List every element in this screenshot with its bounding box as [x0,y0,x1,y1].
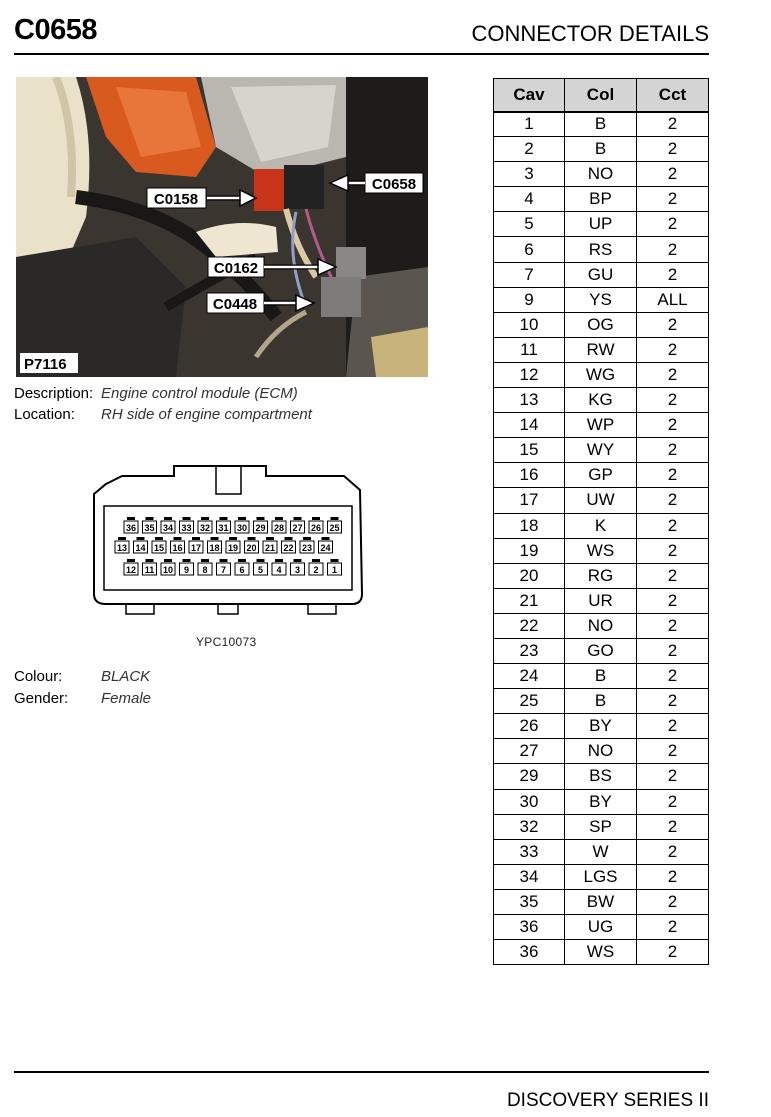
connector-outline [94,466,362,604]
cavity-number: 10 [162,565,174,575]
table-row [494,187,709,212]
table-row [494,764,709,789]
col-cell: GP [565,463,637,488]
col-cell: NO [565,613,637,638]
cavity-latch [146,559,154,562]
col-cell: WY [565,438,637,463]
cav-cell: 30 [494,789,565,814]
table-row [494,814,709,839]
cav-cell: 12 [494,362,565,387]
cavity-number: 30 [236,523,248,533]
col-cell: WP [565,413,637,438]
col-cell: WG [565,362,637,387]
photo-id-label: P7116 [24,356,67,373]
col-cell: YS [565,287,637,312]
cct-cell: 2 [637,212,709,237]
cavity-latch [257,517,265,520]
cavity-number: 26 [310,523,322,533]
table-row [494,638,709,663]
column-header-cav: Cav [494,79,565,112]
cavity-latch [312,517,320,520]
cavity-number: 20 [246,543,257,553]
table-row [494,137,709,162]
cav-cell: 2 [494,137,565,162]
col-cell: WS [565,538,637,563]
cct-cell: 2 [637,764,709,789]
cavity-number: 34 [162,523,174,533]
cct-cell: 2 [637,187,709,212]
cavity-latch [294,559,302,562]
cavity-number: 13 [116,543,128,553]
cavity-number: 28 [273,523,285,533]
location-label: Location: [14,406,75,423]
cav-cell: 36 [494,940,565,965]
cav-cell: 34 [494,864,565,889]
cavity-latch [257,559,265,562]
cavity-latch [183,559,191,562]
table-row [494,864,709,889]
table-row [494,538,709,563]
cct-cell: 2 [637,162,709,187]
cavity-number: 11 [144,565,155,575]
table-row [494,940,709,965]
table-row [494,563,709,588]
table-row [494,613,709,638]
cav-cell: 16 [494,463,565,488]
cav-cell: 11 [494,337,565,362]
cct-cell: 2 [637,664,709,689]
cct-cell: 2 [637,362,709,387]
cav-cell: 15 [494,438,565,463]
cavity-latch [174,537,182,540]
gender-label: Gender: [14,690,69,707]
table-row [494,438,709,463]
cavity-latch [275,559,283,562]
col-cell: B [565,137,637,162]
cav-cell: 33 [494,839,565,864]
table-row [494,413,709,438]
table-header-row [494,79,709,112]
latch-top [216,466,241,494]
cavity-number: 8 [202,565,208,575]
cavity-number: 2 [313,565,319,575]
cav-cell: 18 [494,513,565,538]
cavity-latch [164,517,172,520]
cavity-latch [285,537,293,540]
column-header-cct: Cct [637,79,709,112]
cav-cell: 3 [494,162,565,187]
pin-table [493,78,709,965]
cavity-number: 31 [218,523,229,533]
cavity-number: 32 [199,523,211,533]
connector-face-diagram [86,462,371,622]
cct-cell: 2 [637,112,709,137]
col-cell: GO [565,638,637,663]
connector-caption: YPC10073 [196,635,257,649]
cct-cell: 2 [637,438,709,463]
table-row [494,915,709,940]
location-photo [16,77,428,377]
table-row [494,112,709,137]
cavity-number: 33 [181,523,192,533]
column-header-col: Col [565,79,637,112]
col-cell: B [565,664,637,689]
cct-cell: 2 [637,563,709,588]
cav-cell: 36 [494,915,565,940]
cavity-number: 1 [331,565,338,575]
callout-label: C0158 [153,191,199,208]
cavity-latch [201,559,209,562]
cavity-number: 4 [276,565,282,575]
table-row [494,839,709,864]
cavity-latch [229,537,237,540]
cct-cell: 2 [637,388,709,413]
cav-cell: 14 [494,413,565,438]
cav-cell: 7 [494,262,565,287]
table-row [494,513,709,538]
cct-cell: 2 [637,312,709,337]
cct-cell: 2 [637,262,709,287]
table-row [494,212,709,237]
table-row [494,312,709,337]
cavity-number: 24 [320,543,331,553]
table-row [494,162,709,187]
cavity-latch [238,517,246,520]
cavity-latch [331,517,339,520]
table-row [494,488,709,513]
cavity-latch [137,537,145,540]
cct-cell: 2 [637,613,709,638]
callout-label: C0162 [213,260,259,277]
cct-cell: ALL [637,287,709,312]
cav-cell: 19 [494,538,565,563]
col-cell: BW [565,889,637,914]
cavity-latch [146,517,154,520]
col-cell: W [565,839,637,864]
table-row [494,739,709,764]
cavity-latch [211,537,219,540]
cav-cell: 23 [494,638,565,663]
cct-cell: 2 [637,137,709,162]
col-cell: BY [565,714,637,739]
col-cell: K [565,513,637,538]
cavity-number: 35 [144,523,155,533]
cav-cell: 32 [494,814,565,839]
col-cell: NO [565,739,637,764]
col-cell: RW [565,337,637,362]
table-row [494,337,709,362]
cct-cell: 2 [637,513,709,538]
cct-cell: 2 [637,789,709,814]
cavity-latch [220,517,228,520]
col-cell: BY [565,789,637,814]
cavity-number: 19 [227,543,239,553]
table-row [494,262,709,287]
cavity-number: 16 [172,543,183,553]
callout-label: C0658 [371,176,417,193]
cavity-latch [294,517,302,520]
col-cell: RS [565,237,637,262]
callout-label: C0448 [212,296,258,313]
cct-cell: 2 [637,839,709,864]
table-row [494,889,709,914]
cav-cell: 5 [494,212,565,237]
description-label: Description: [14,385,94,402]
footer-rule [14,1071,709,1073]
cavity-number: 15 [153,543,165,553]
cav-cell: 1 [494,112,565,137]
cav-cell: 26 [494,714,565,739]
table-row [494,714,709,739]
tab-bottom [126,604,336,614]
table-row [494,664,709,689]
col-cell: BP [565,187,637,212]
cav-cell: 22 [494,613,565,638]
cavity-latch [192,537,200,540]
cavity-number: 3 [294,565,301,575]
cct-cell: 2 [637,237,709,262]
col-cell: UR [565,588,637,613]
table-row [494,463,709,488]
cavity-number: 7 [220,565,227,575]
col-cell: WS [565,940,637,965]
cavity-number: 12 [125,565,137,575]
cct-cell: 2 [637,714,709,739]
cavity-latch [127,559,135,562]
cavity-latch [248,537,256,540]
col-cell: UG [565,915,637,940]
cct-cell: 2 [637,638,709,663]
table-row [494,388,709,413]
table-row [494,287,709,312]
col-cell: B [565,112,637,137]
cavity-number: 29 [255,523,266,533]
cavity-latch [266,537,274,540]
table-row [494,237,709,262]
cavity-number: 36 [125,523,137,533]
cav-cell: 9 [494,287,565,312]
cavity-latch [275,517,283,520]
table-row [494,362,709,387]
connector-code: C0658 [14,14,97,46]
cavity-number: 6 [239,565,245,575]
cct-cell: 2 [637,915,709,940]
cavity-latch [312,559,320,562]
col-cell: LGS [565,864,637,889]
colour-value: BLACK [101,668,151,685]
cavity-number: 25 [329,523,340,533]
cavity-number: 18 [209,543,220,553]
cavity-number: 21 [264,543,276,553]
cavity-latch [303,537,311,540]
table-row [494,789,709,814]
cav-cell: 10 [494,312,565,337]
cavity-latch [331,559,339,562]
cct-cell: 2 [637,463,709,488]
cct-cell: 2 [637,864,709,889]
cav-cell: 29 [494,764,565,789]
col-cell: OG [565,312,637,337]
col-cell: UP [565,212,637,237]
col-cell: B [565,689,637,714]
cct-cell: 2 [637,739,709,764]
cav-cell: 6 [494,237,565,262]
cct-cell: 2 [637,814,709,839]
cav-cell: 25 [494,689,565,714]
cavity-latch [220,559,228,562]
col-cell: UW [565,488,637,513]
cavity-latch [238,559,246,562]
header-rule [14,53,709,55]
cavity-number: 5 [257,565,264,575]
cavity-latch [118,537,126,540]
cavity-latch [322,537,330,540]
col-cell: NO [565,162,637,187]
cavity-number: 27 [292,523,303,533]
cavity-latch [164,559,172,562]
cct-cell: 2 [637,940,709,965]
table-row [494,588,709,613]
colour-label: Colour: [14,668,63,685]
cct-cell: 2 [637,889,709,914]
cavity-number: 14 [135,543,146,553]
cct-cell: 2 [637,413,709,438]
description-value: Engine control module (ECM) [101,385,298,402]
col-cell: BS [565,764,637,789]
page-title: CONNECTOR DETAILS [471,21,709,46]
cavity-latch [201,517,209,520]
cavity-number: 17 [190,543,202,553]
cavity-latch [183,517,191,520]
col-cell: GU [565,262,637,287]
col-cell: KG [565,388,637,413]
cct-cell: 2 [637,337,709,362]
cav-cell: 17 [494,488,565,513]
cct-cell: 2 [637,538,709,563]
location-value: RH side of engine compartment [101,406,312,423]
col-cell: RG [565,563,637,588]
cavity-number: 9 [183,565,190,575]
gender-value: Female [101,690,152,707]
table-row [494,689,709,714]
cavity-number: 22 [283,543,294,553]
cav-cell: 24 [494,664,565,689]
cav-cell: 13 [494,388,565,413]
cavity-latch [155,537,163,540]
cav-cell: 21 [494,588,565,613]
footer-series: DISCOVERY SERIES II [506,1090,709,1111]
cav-cell: 35 [494,889,565,914]
cav-cell: 4 [494,187,565,212]
cct-cell: 2 [637,488,709,513]
cav-cell: 20 [494,563,565,588]
cct-cell: 2 [637,689,709,714]
cavity-latch [127,517,135,520]
col-cell: SP [565,814,637,839]
cav-cell: 27 [494,739,565,764]
cct-cell: 2 [637,588,709,613]
cavity-number: 23 [301,543,313,553]
